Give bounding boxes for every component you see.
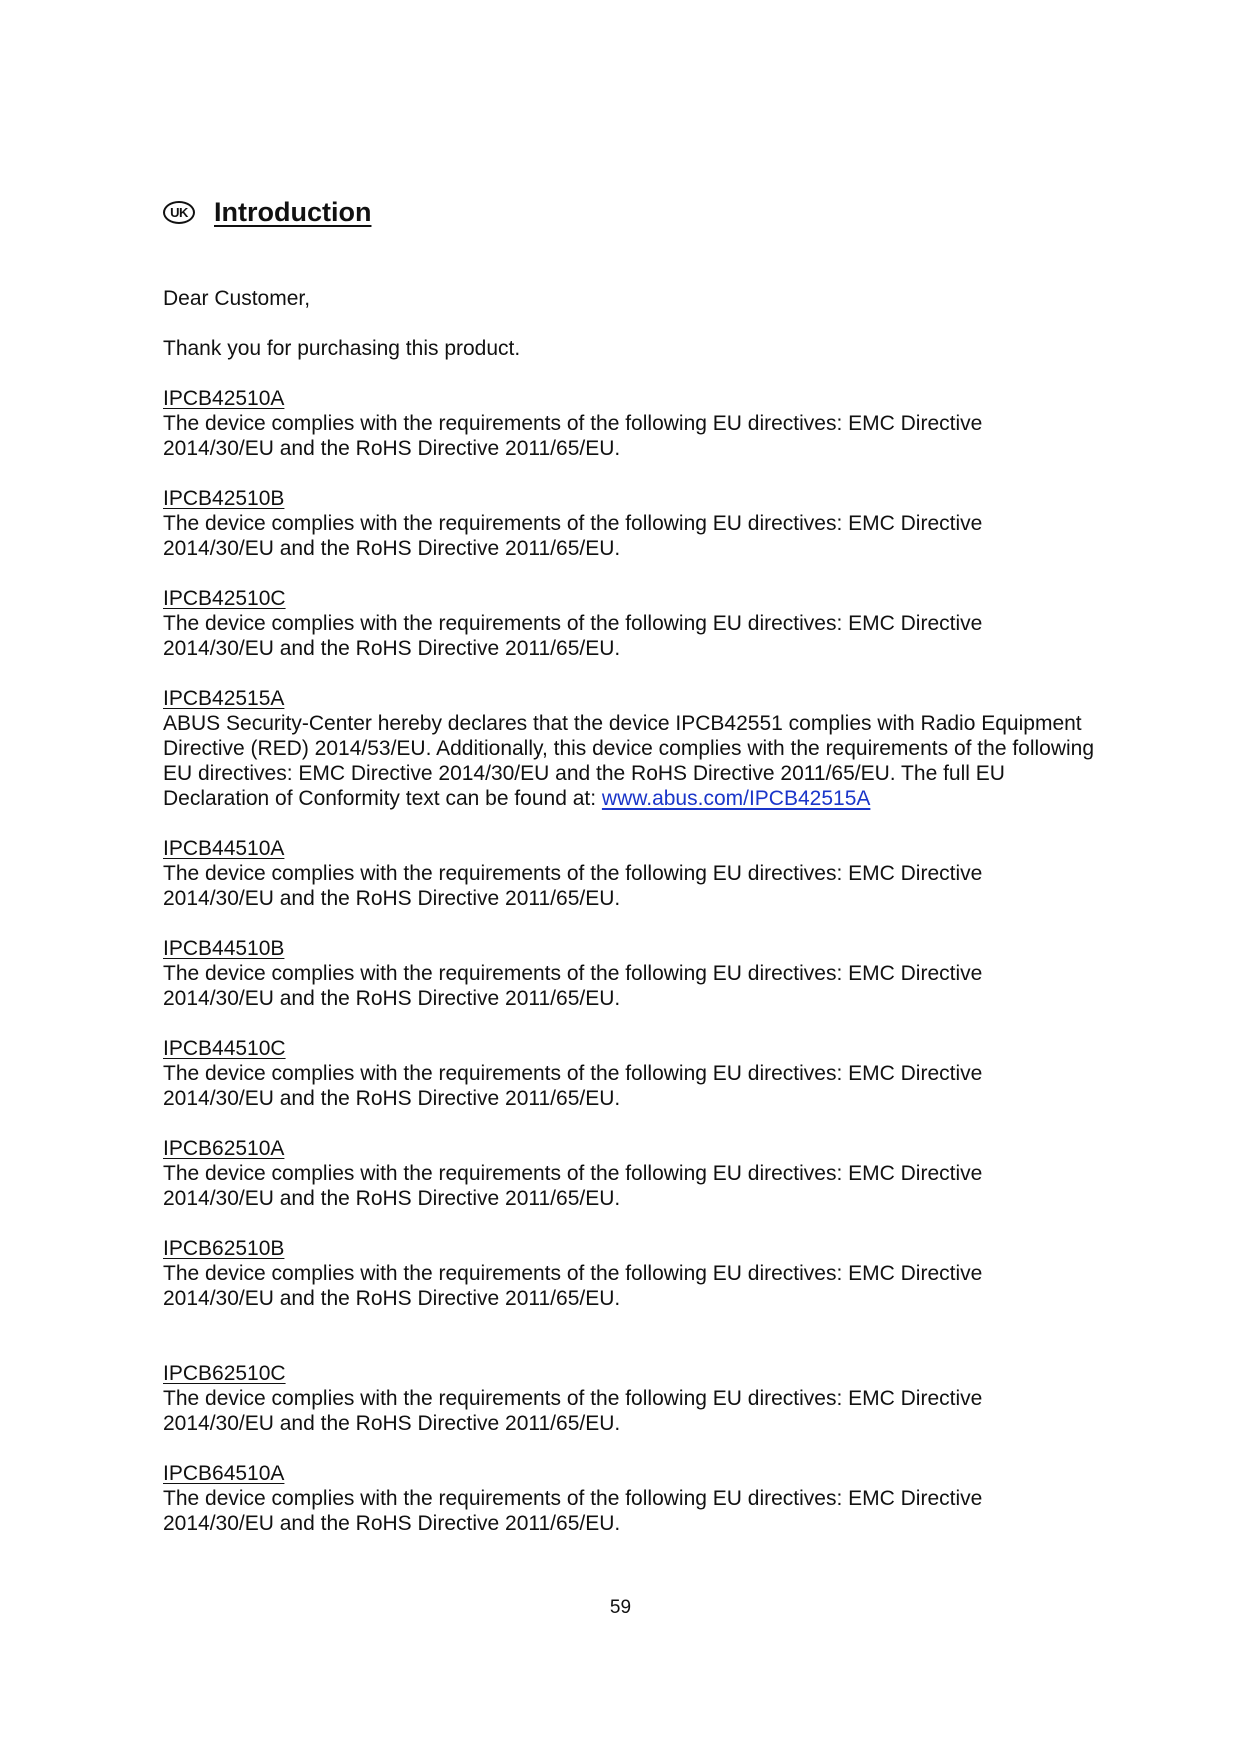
section-heading — [163, 196, 383, 228]
model-block — [163, 836, 1103, 911]
thanks-line: Thank you for purchasing this product. — [163, 337, 521, 360]
model-block — [163, 386, 1103, 461]
model-block — [163, 586, 1103, 661]
model-block — [163, 1136, 1103, 1211]
compliance-text: The device complies with the requirements of the following EU directives: EMC Directive 2014/30/EU and the RoHS Directive 2011/65/EU. — [163, 412, 983, 460]
model-name: IPCB44510B — [163, 937, 285, 960]
declaration-link[interactable]: www.abus.com/IPCB42515A — [601, 787, 871, 810]
model-name: IPCB62510C — [163, 1362, 286, 1385]
compliance-text: The device complies with the requirements of the following EU directives: EMC Directive 2014/30/EU and the RoHS Directive 2011/65/EU. — [163, 1487, 983, 1535]
model-name: IPCB62510B — [163, 1237, 285, 1260]
compliance-text: The device complies with the requirements of the following EU directives: EMC Directive 2014/30/EU and the RoHS Directive 2011/65/EU. — [163, 1387, 983, 1435]
compliance-text: The device complies with the requirements of the following EU directives: EMC Directive 2014/30/EU and the RoHS Directive 2011/65/EU. — [163, 1062, 983, 1110]
compliance-text: The device complies with the requirements of the following EU directives: EMC Directive 2014/30/EU and the RoHS Directive 2011/65/EU. — [163, 862, 983, 910]
model-block — [163, 1461, 1103, 1536]
model-block — [163, 1036, 1103, 1111]
page-number: 59 — [609, 1597, 632, 1618]
greeting: Dear Customer, — [163, 287, 311, 310]
model-name: IPCB42515A — [163, 687, 285, 710]
model-block — [163, 486, 1103, 561]
model-block — [163, 1361, 1103, 1436]
model-block — [163, 1236, 1103, 1311]
compliance-text: The device complies with the requirements of the following EU directives: EMC Directive 2014/30/EU and the RoHS Directive 2011/65/EU. — [163, 512, 983, 560]
model-block — [163, 936, 1103, 1011]
uk-language-badge-icon: UK — [163, 201, 195, 224]
model-name: IPCB42510A — [163, 387, 285, 410]
model-name: IPCB44510A — [163, 837, 285, 860]
declaration-body: ABUS Security-Center hereby declares that the device IPCB42551 complies with Radio Equipment Directive (RED) 2014/53/EU. Additionally, this device complies with the requirements of the following EU directives: EMC Directive 2014/30/EU and the RoHS Directive 2011/65/EU. The full EU Declaration of Conformity text can be found at: — [163, 712, 1095, 810]
model-name: IPCB62510A — [163, 1137, 285, 1160]
model-name: IPCB64510A — [163, 1462, 285, 1485]
page-title: Introduction — [214, 197, 372, 227]
model-name: IPCB44510C — [163, 1037, 286, 1060]
model-block — [163, 686, 1103, 811]
declaration-text — [163, 711, 1103, 811]
compliance-text: The device complies with the requirements of the following EU directives: EMC Directive 2014/30/EU and the RoHS Directive 2011/65/EU. — [163, 962, 983, 1010]
model-name: IPCB42510C — [163, 587, 286, 610]
model-name: IPCB42510B — [163, 487, 285, 510]
compliance-text: The device complies with the requirements of the following EU directives: EMC Directive 2014/30/EU and the RoHS Directive 2011/65/EU. — [163, 1262, 983, 1310]
compliance-text: The device complies with the requirements of the following EU directives: EMC Directive 2014/30/EU and the RoHS Directive 2011/65/EU. — [163, 612, 983, 660]
document-body — [163, 286, 1103, 1561]
compliance-text: The device complies with the requirements of the following EU directives: EMC Directive 2014/30/EU and the RoHS Directive 2011/65/EU. — [163, 1162, 983, 1210]
